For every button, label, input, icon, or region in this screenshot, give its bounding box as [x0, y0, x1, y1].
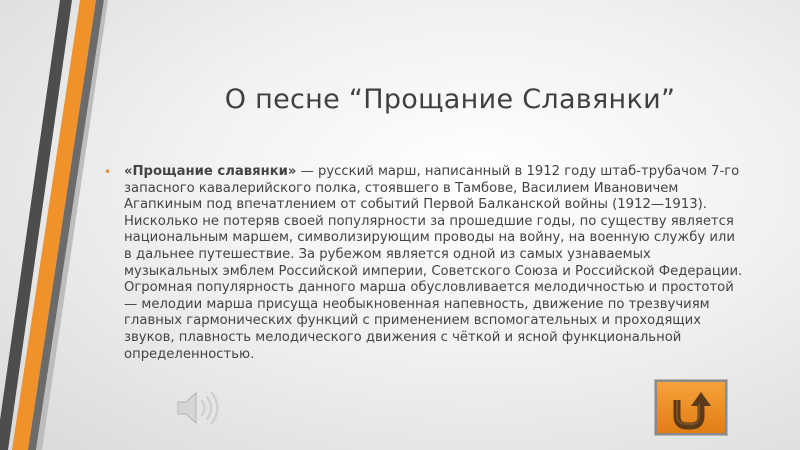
bullet-paragraph: [124, 164, 744, 363]
speaker-icon[interactable]: [176, 388, 228, 428]
return-button[interactable]: [655, 380, 727, 435]
decorative-stripes: [0, 0, 110, 450]
bullet-marker: •: [104, 165, 112, 179]
slide-title: О песне “Прощание Славянки”: [224, 84, 676, 115]
paragraph-text: — русский марш, написанный в 1912 году штаб-трубачом 7-го запасного кавалерийского полка, стоявшего в Тамбове, Василием Ивановичем Агапкиным под впечатлением от событий Первой Балканской войны (1912—1913). Нисколько не потеряв своей популярности за прошедшие годы, по существу является национальным маршем, символизирующим проводы на войну, на военную службу или в дальнее путешествие. За рубежом является одной из самых узнаваемых музыкальных эмблем Российской империи, Советского Союза и Российской Федерации. Огромная популярность данного марша обусловливается мелодичностью и простотой — мелодии марша присуща необыкновенная напевность, движение по трезвучиям главных гармонических функций с применением вспомогательных и проходящих звуков, плавность мелодического движения с чёткой и ясной функциональной определенностью.: [124, 164, 743, 362]
return-arrow-icon: [667, 388, 717, 430]
song-name: «Прощание славянки»: [124, 164, 297, 179]
slide-body: [104, 164, 744, 363]
